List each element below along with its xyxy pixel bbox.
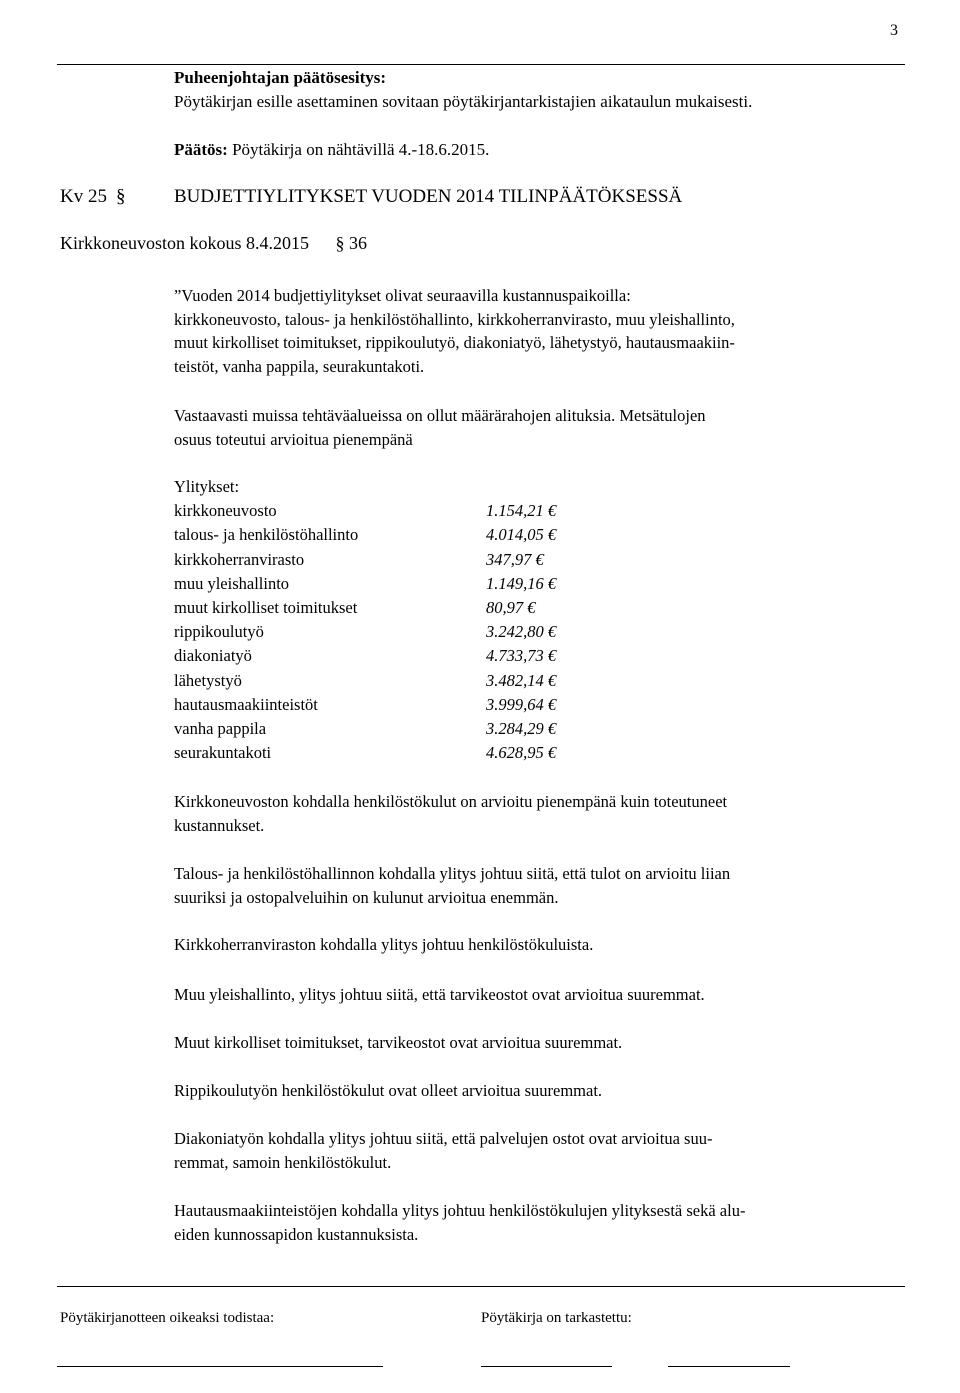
- row-value: 3.242,80 €: [486, 622, 557, 642]
- overruns-table: [174, 475, 556, 765]
- table-row: [174, 669, 556, 693]
- other-areas-paragraph: [174, 404, 894, 451]
- table-row: [174, 548, 556, 572]
- row-value: 1.149,16 €: [486, 573, 557, 593]
- row-label: vanha pappila: [174, 719, 267, 739]
- footer-rule: [57, 1286, 905, 1287]
- explanation-line: Talous- ja henkilöstöhallinnon kohdalla ylitys johtuu siitä, että tulot on arvioitu liian: [174, 864, 731, 883]
- row-value: 4.733,73 €: [486, 646, 557, 666]
- table-row: [174, 499, 556, 523]
- explanation-paragraph: [174, 862, 894, 909]
- row-label: talous- ja henkilöstöhallinto: [174, 525, 359, 545]
- table-row: [174, 644, 556, 668]
- row-label: muut kirkolliset toimitukset: [174, 598, 358, 618]
- explanation-line: remmat, samoin henkilöstökulut.: [174, 1152, 392, 1172]
- row-label: diakoniatyö: [174, 646, 252, 666]
- explanation-paragraph: [174, 1199, 894, 1246]
- proposal-block: [174, 66, 752, 114]
- section-number: Kv 25: [60, 186, 107, 207]
- explanation-line: Kirkkoherranviraston kohdalla ylitys johtuu henkilöstökuluista.: [174, 935, 594, 954]
- table-heading: Ylitykset:: [174, 477, 240, 496]
- table-row: [174, 523, 556, 547]
- explanation-paragraph: [174, 1031, 894, 1055]
- row-value: 347,97 €: [486, 549, 544, 569]
- row-value: 3.482,14 €: [486, 670, 557, 690]
- intro-line: ”Vuoden 2014 budjettiylitykset olivat seuraavilla kustannuspaikoilla:: [174, 286, 631, 305]
- decision-line: [174, 138, 489, 162]
- intro-line: muut kirkolliset toimitukset, rippikoulutyö, diakoniatyö, lähetystyö, hautausmaakiin-: [174, 333, 735, 352]
- row-value: 3.999,64 €: [486, 694, 557, 714]
- row-label: hautausmaakiinteistöt: [174, 694, 318, 714]
- row-label: seurakuntakoti: [174, 743, 272, 763]
- row-label: muu yleishallinto: [174, 573, 290, 593]
- other-line: osuus toteutui arvioitua pienempänä: [174, 429, 413, 449]
- row-value: 4.014,05 €: [486, 525, 557, 545]
- signature-line: [668, 1366, 790, 1367]
- row-label: rippikoulutyö: [174, 622, 264, 642]
- intro-line: teistöt, vanha pappila, seurakuntakoti.: [174, 356, 425, 376]
- signature-line: [481, 1366, 612, 1367]
- row-label: kirkkoherranvirasto: [174, 549, 305, 569]
- table-row: [174, 717, 556, 741]
- explanation-line: Muu yleishallinto, ylitys johtuu siitä, että tarvikeostot ovat arvioitua suuremmat.: [174, 985, 705, 1004]
- intro-line: kirkkoneuvosto, talous- ja henkilöstöhallinto, kirkkoherranvirasto, muu yleishallinto,: [174, 309, 735, 329]
- table-row: [174, 693, 556, 717]
- meeting-line: [60, 233, 367, 254]
- table-row: [174, 620, 556, 644]
- header-rule: [57, 64, 905, 65]
- decision-label: Päätös:: [174, 140, 228, 159]
- section-symbol: §: [116, 186, 126, 207]
- explanation-line: Hautausmaakiinteistöjen kohdalla ylitys johtuu henkilöstökulujen ylityksestä sekä alu-: [174, 1201, 746, 1220]
- explanation-line: Diakoniatyön kohdalla ylitys johtuu siitä, että palvelujen ostot ovat arvioitua suu-: [174, 1129, 713, 1148]
- explanation-paragraph: [174, 983, 894, 1007]
- explanation-paragraph: [174, 1079, 894, 1103]
- explanation-line: kustannukset.: [174, 815, 265, 835]
- row-value: 80,97 €: [486, 598, 536, 618]
- explanation-paragraph: [174, 790, 894, 837]
- footer-right-label: Pöytäkirja on tarkastettu:: [481, 1310, 632, 1326]
- page-number: 3: [890, 22, 898, 39]
- table-row: [174, 741, 556, 765]
- row-label: kirkkoneuvosto: [174, 501, 277, 521]
- row-value: 3.284,29 €: [486, 719, 557, 739]
- meeting-text: Kirkkoneuvoston kokous 8.4.2015: [60, 233, 309, 253]
- explanation-paragraph: [174, 1127, 894, 1174]
- meeting-paragraph: § 36: [335, 233, 367, 253]
- row-value: 4.628,95 €: [486, 743, 557, 763]
- explanation-line: Muut kirkolliset toimitukset, tarvikeostot ovat arvioitua suuremmat.: [174, 1033, 623, 1052]
- section-title: BUDJETTIYLITYKSET VUODEN 2014 TILINPÄÄTÖKSESSÄ: [174, 186, 683, 207]
- proposal-text: Pöytäkirjan esille asettaminen sovitaan pöytäkirjantarkistajien aikataulun mukaisesti.: [174, 92, 753, 111]
- row-label: lähetystyö: [174, 670, 242, 690]
- intro-paragraph: [174, 284, 894, 378]
- table-row: [174, 572, 556, 596]
- footer-left-label: Pöytäkirjanotteen oikeaksi todistaa:: [60, 1310, 275, 1326]
- explanation-line: suuriksi ja ostopalveluihin on kulunut arvioitua enemmän.: [174, 887, 559, 907]
- table-row: [174, 596, 556, 620]
- row-value: 1.154,21 €: [486, 501, 557, 521]
- proposal-heading: Puheenjohtajan päätösesitys:: [174, 68, 387, 87]
- signature-line: [57, 1366, 383, 1367]
- decision-text: Pöytäkirja on nähtävillä 4.-18.6.2015.: [232, 140, 490, 159]
- explanation-line: Kirkkoneuvoston kohdalla henkilöstökulut on arvioitu pienempänä kuin toteutuneet: [174, 792, 728, 811]
- other-line: Vastaavasti muissa tehtäväalueissa on ollut määrärahojen alituksia. Metsätulojen: [174, 406, 706, 425]
- explanation-paragraph: [174, 933, 894, 957]
- explanation-line: eiden kunnossapidon kustannuksista.: [174, 1224, 419, 1244]
- explanation-line: Rippikoulutyön henkilöstökulut ovat olleet arvioitua suuremmat.: [174, 1081, 603, 1100]
